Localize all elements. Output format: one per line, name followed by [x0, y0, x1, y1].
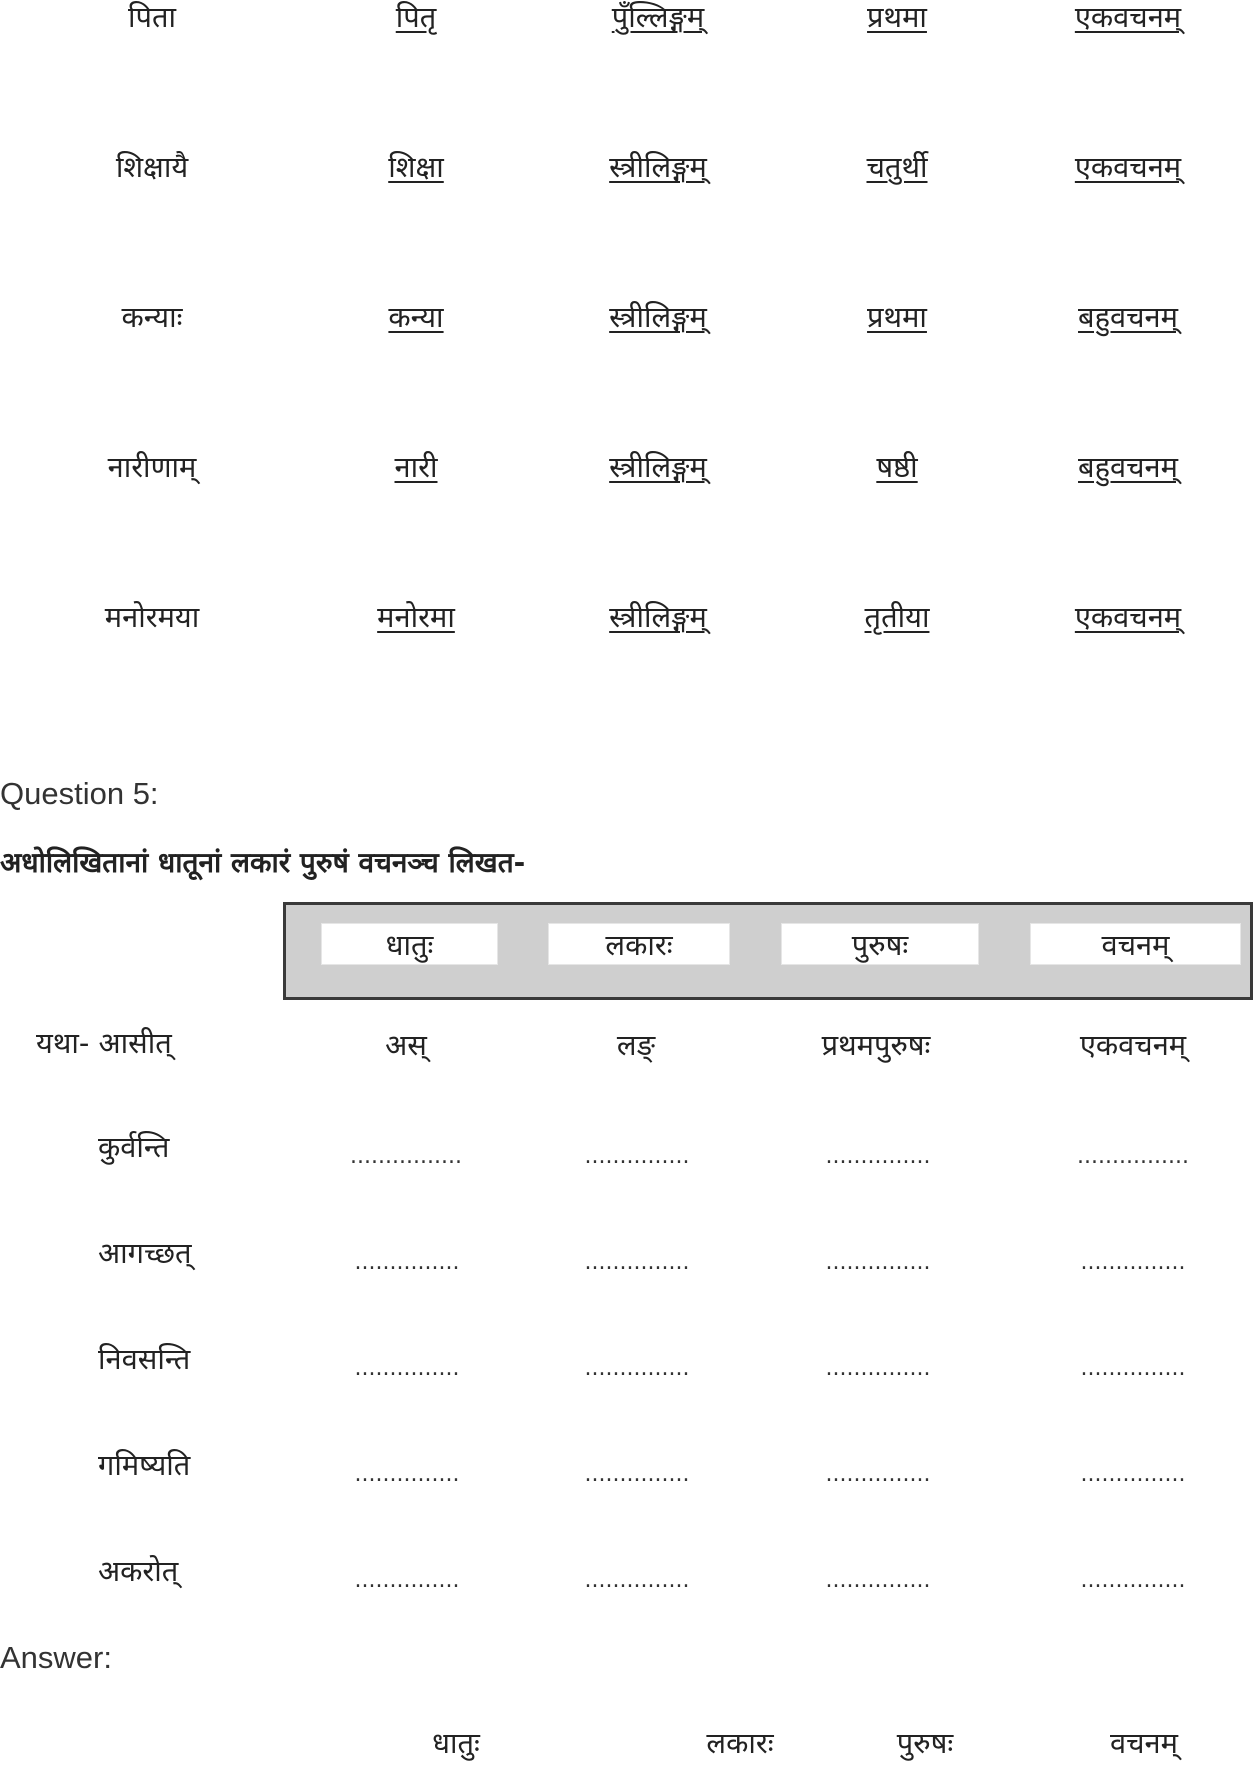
header-dhatu: धातुः — [321, 923, 498, 965]
number-cell: बहुवचनम् — [1078, 300, 1178, 334]
answer-header-dhatu: धातुः — [432, 1726, 480, 1760]
question-label: Question 5: — [0, 776, 159, 811]
blank-purusha[interactable]: ............... — [825, 1144, 931, 1169]
blank-lakara[interactable]: ............... — [584, 1356, 690, 1381]
word-cell: पिता — [127, 0, 177, 34]
word-cell: नारीणाम् — [107, 450, 197, 484]
blank-purusha[interactable]: ............... — [825, 1356, 931, 1381]
number-cell: बहुवचनम् — [1078, 450, 1178, 484]
case-cell: प्रथमा — [867, 300, 927, 334]
case-cell: तृतीया — [864, 600, 930, 634]
case-cell: षष्ठी — [876, 450, 918, 484]
gender-cell: स्त्रीलिङ्गम् — [609, 600, 707, 634]
blank-purusha[interactable]: ............... — [825, 1462, 931, 1487]
number-cell: एकवचनम् — [1074, 150, 1182, 184]
header-purusha: पुरुषः — [781, 923, 979, 965]
blank-purusha[interactable]: ............... — [825, 1568, 931, 1593]
gender-cell: स्त्रीलिङ्गम् — [609, 150, 707, 184]
word-cell: शिक्षायै — [115, 150, 189, 184]
blank-lakara[interactable]: ............... — [584, 1462, 690, 1487]
blank-dhatu[interactable]: ............... — [354, 1462, 460, 1487]
stem-cell: नारी — [394, 450, 438, 484]
exercise-word: निवसन्ति — [98, 1342, 191, 1376]
blank-dhatu[interactable]: ............... — [354, 1356, 460, 1381]
example-vachana: एकवचनम् — [1079, 1028, 1187, 1062]
stem-cell: पितृ — [395, 0, 437, 34]
gender-cell: स्त्रीलिङ्गम् — [609, 450, 707, 484]
blank-vachana[interactable]: ............... — [1080, 1250, 1186, 1275]
answer-header-lakara: लकारः — [706, 1726, 774, 1760]
exercise-word: कुर्वन्ति — [98, 1130, 170, 1164]
example-word: यथा- आसीत् — [36, 1026, 172, 1060]
blank-vachana[interactable]: ............... — [1080, 1356, 1186, 1381]
header-lakara: लकारः — [548, 923, 730, 965]
number-cell: एकवचनम् — [1074, 0, 1182, 34]
blank-dhatu[interactable]: ............... — [354, 1568, 460, 1593]
stem-cell: मनोरमा — [377, 600, 455, 634]
header-vachana: वचनम् — [1030, 923, 1241, 965]
case-cell: चतुर्थी — [866, 150, 928, 184]
example-lakara: लङ् — [616, 1028, 656, 1062]
blank-purusha[interactable]: ............... — [825, 1250, 931, 1275]
blank-vachana[interactable]: ............... — [1080, 1462, 1186, 1487]
number-cell: एकवचनम् — [1074, 600, 1182, 634]
table-header-box — [283, 902, 1253, 1000]
exercise-word: आगच्छत् — [98, 1236, 192, 1270]
example-dhatu: अस् — [385, 1028, 427, 1062]
word-cell: मनोरमया — [104, 600, 200, 634]
blank-lakara[interactable]: ............... — [584, 1250, 690, 1275]
example-purusha: प्रथमपुरुषः — [821, 1028, 931, 1062]
answer-label: Answer: — [0, 1640, 112, 1675]
exercise-word: गमिष्यति — [98, 1448, 191, 1482]
blank-lakara[interactable]: ............... — [584, 1144, 690, 1169]
gender-cell: पुँल्लिङ्गम् — [611, 0, 705, 34]
question-instruction: अधोलिखितानां धातूनां लकारं पुरुषं वचनञ्च लिखत- — [0, 846, 526, 879]
stem-cell: शिक्षा — [388, 150, 444, 184]
blank-dhatu[interactable]: ............... — [354, 1250, 460, 1275]
blank-dhatu[interactable]: ................ — [350, 1144, 462, 1169]
blank-vachana[interactable]: ............... — [1080, 1568, 1186, 1593]
blank-vachana[interactable]: ................ — [1077, 1144, 1189, 1169]
case-cell: प्रथमा — [867, 0, 927, 34]
answer-header-purusha: पुरुषः — [896, 1726, 954, 1760]
stem-cell: कन्या — [388, 300, 444, 334]
gender-cell: स्त्रीलिङ्गम् — [609, 300, 707, 334]
exercise-word: अकरोत् — [98, 1554, 179, 1588]
word-cell: कन्याः — [121, 300, 183, 334]
answer-header-vachana: वचनम् — [1110, 1726, 1178, 1760]
blank-lakara[interactable]: ............... — [584, 1568, 690, 1593]
